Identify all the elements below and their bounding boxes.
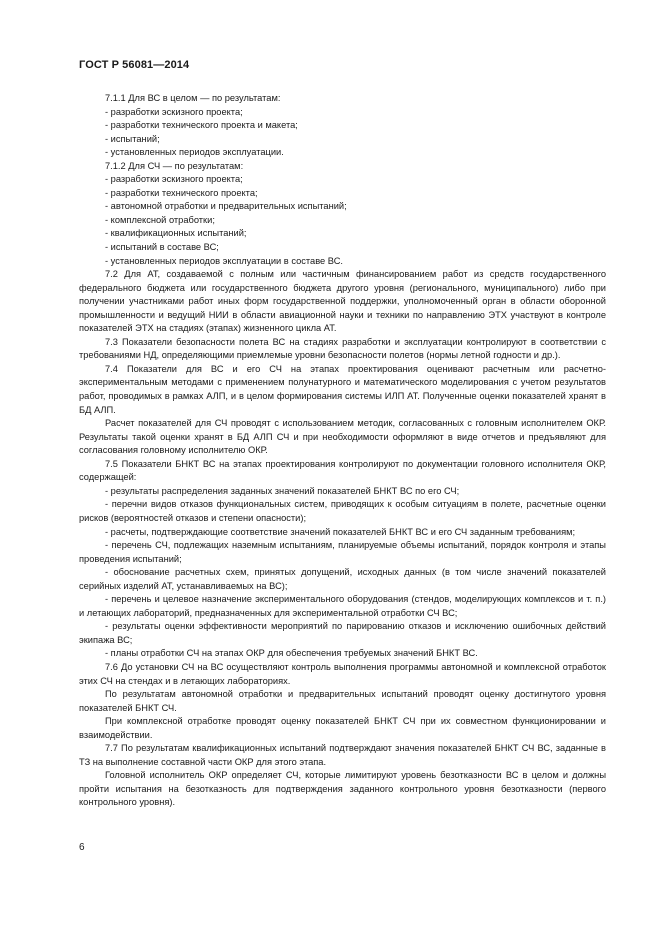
list-item: - перечень СЧ, подлежащих наземным испытаниям, планируемые объемы испытаний, порядок контроля и этапы проведения испытаний; (79, 540, 606, 564)
list-item: - установленных периодов эксплуатации. (105, 147, 284, 158)
list-item: - разработки технического проекта; (105, 187, 258, 198)
list-item: - испытаний; (105, 133, 160, 144)
standard-header: ГОСТ Р 56081—2014 (79, 59, 190, 71)
paragraph: 7.5 Показатели БНКТ ВС на этапах проектирования контролируют по документации головного исполнителя ОКР, содержащей: (79, 458, 606, 483)
document-body (79, 92, 606, 810)
paragraph: 7.4 Показатели для ВС и его СЧ на этапах проектирования оценивают расчетным или расчетно-экспериментальным методами с применением полунатурного и математического моделирования с учетом результатов работ, проводимых в рамках АЛП, и в целом формирования системы ИЛП АТ. Полученные оценки показателей хранят в БД АЛП. (79, 363, 606, 415)
list-item: - квалификационных испытаний; (105, 228, 247, 239)
paragraph: 7.1.2 Для СЧ — по результатам: (105, 160, 244, 171)
paragraph: Головной исполнитель ОКР определяет СЧ, которые лимитируют уровень безотказности ВС в целом и должны пройти испытания на безотказность для подтверждения заданного контрольного уровня безотказности (первого контрольного уровня). (79, 770, 606, 808)
list-item: - результаты распределения заданных значений показателей БНКТ ВС по его СЧ; (105, 485, 460, 496)
list-item: - комплексной отработки; (105, 214, 215, 225)
list-item: - установленных периодов эксплуатации в составе ВС. (105, 255, 344, 266)
paragraph: 7.2 Для АТ, создаваемой с полным или частичным финансированием работ из средств государственного федерального бюджета или государственного бюджета другого уровня (регионального, муниципального) либо при получении участниками работ иных форм государственной поддержки, уполномоченный орган в области оборонной промышленности и ведущий НИИ в области авиационной науки и техники по направлению ЭТХ участвуют в контроле показателей ЭТХ на стадиях (этапах) жизненного цикла АТ. (79, 269, 606, 334)
paragraph: Расчет показателей для СЧ проводят с использованием методик, согласованных с головным исполнителем ОКР. Результаты такой оценки хранят в БД АЛП СЧ и при необходимости оформляют в виде отчетов и предъявляют для согласования головному исполнителю ОКР. (79, 418, 606, 456)
page-number: 6 (79, 842, 85, 853)
paragraph: 7.3 Показатели безопасности полета ВС на стадиях разработки и эксплуатации контролируют в соответствии с требованиями НД, определяющими приемлемые уровни безопасности полетов (нормы летной годности и др.). (79, 336, 606, 361)
list-item: - испытаний в составе ВС; (105, 242, 219, 253)
list-item: - перечни видов отказов функциональных систем, приводящих к особым ситуациям в полете, расчетные оценки рисков (вероятностей отказов и степени опасности); (79, 499, 606, 523)
paragraph: 7.6 До установки СЧ на ВС осуществляют контроль выполнения программы автономной и комплексной отработок этих СЧ на стендах и в летающих лабораториях. (79, 661, 606, 686)
list-item: - результаты оценки эффективности мероприятий по парированию отказов и исключению ошибочных действий экипажа ВС; (79, 621, 606, 645)
list-item: - перечень и целевое назначение экспериментального оборудования (стендов, моделирующих комплексов и т. п.) и летающих лабораторий, предназначенных для экспериментальной отработки СЧ ВС; (79, 594, 606, 618)
paragraph: 7.7 По результатам квалификационных испытаний подтверждают значения показателей БНКТ СЧ ВС, заданные в ТЗ на выполнение составной части ОКР для этого этапа. (79, 743, 606, 767)
list-item: - разработки эскизного проекта; (105, 106, 243, 117)
list-item: - обоснование расчетных схем, принятых допущений, исходных данных (в том числе значений показателей серийных изделий АТ, устанавливаемых на ВС); (79, 567, 606, 591)
list-item: - разработки эскизного проекта; (105, 174, 243, 185)
paragraph: По результатам автономной отработки и предварительных испытаний проводят оценку достигнутого уровня показателей БНКТ СЧ. (79, 689, 606, 713)
paragraph: 7.1.1 Для ВС в целом — по результатам: (105, 93, 281, 103)
paragraph: При комплексной отработке проводят оценку показателей БНКТ СЧ при их совместном функционировании и взаимодействии. (79, 716, 606, 740)
list-item: - автономной отработки и предварительных испытаний; (105, 201, 347, 212)
list-item: - разработки технического проекта и макета; (105, 120, 298, 131)
list-item: - расчеты, подтверждающие соответствие значений показателей БНКТ ВС и его СЧ заданным требованиям; (105, 526, 576, 537)
list-item: - планы отработки СЧ на этапах ОКР для обеспечения требуемых значений БНКТ ВС. (105, 648, 478, 659)
